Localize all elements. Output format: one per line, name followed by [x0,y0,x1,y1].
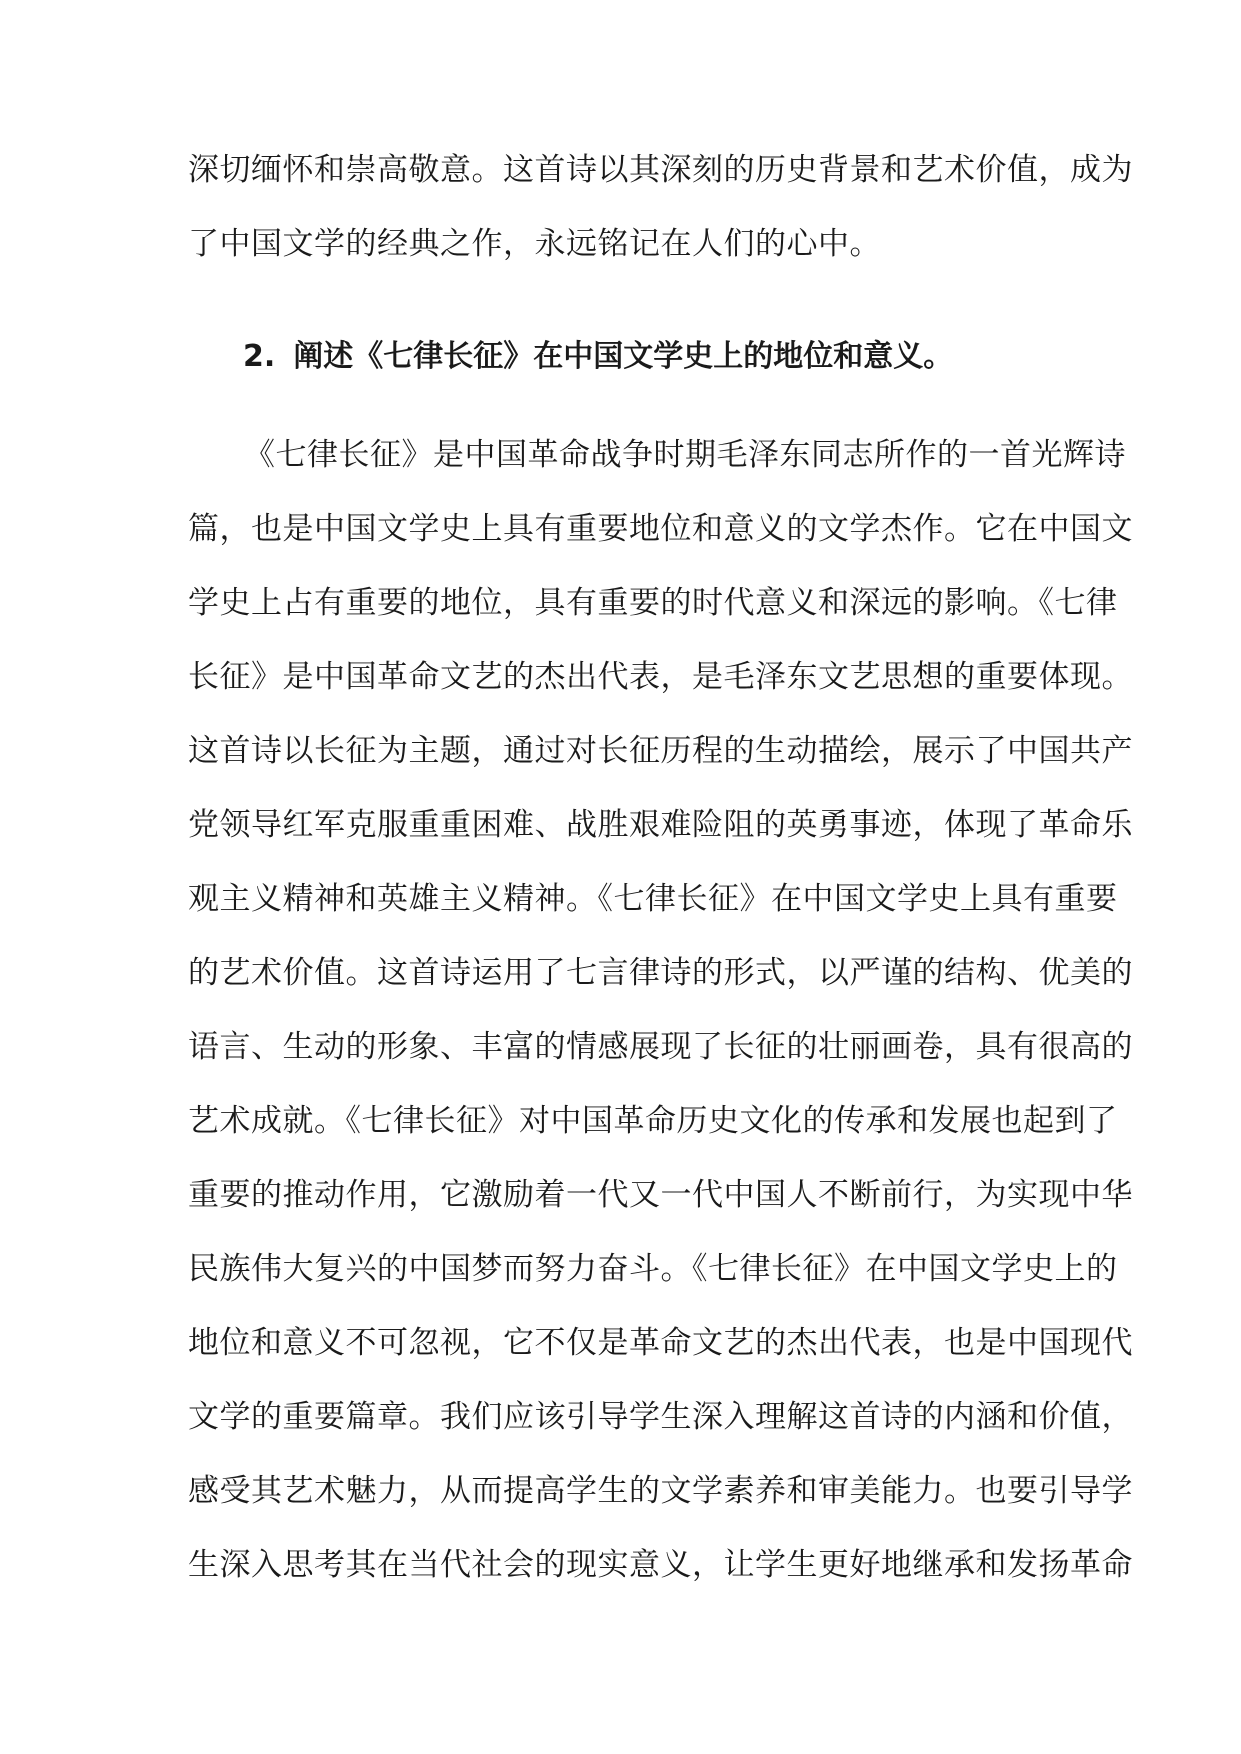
paragraph-line: 地位和意义不可忽视，它不仅是革命文艺的杰出代表，也是中国现代 [188,1325,1133,1361]
section-title: 阐述《七律长征》在中国文学史上的地位和意义。 [293,339,954,374]
paragraph-line: 民族伟大复兴的中国梦而努力奋斗。《七律长征》在中国文学史上的 [188,1251,1118,1287]
intro-paragraph [188,133,1133,281]
paragraph-line: 观主义精神和英雄主义精神。《七律长征》在中国文学史上具有重要 [188,881,1118,917]
paragraph-line: 深切缅怀和崇高敬意。这首诗以其深刻的历史背景和艺术价值，成为 [188,152,1133,188]
paragraph-line: 长征》是中国革命文艺的杰出代表，是毛泽东文艺思想的重要体现。 [188,659,1133,695]
paragraph-line: 《七律长征》是中国革命战争时期毛泽东同志所作的一首光辉诗 [244,437,1126,473]
paragraph-line: 篇，也是中国文学史上具有重要地位和意义的文学杰作。它在中国文 [188,511,1133,547]
section-number: 2. [243,339,276,374]
paragraph-line: 这首诗以长征为主题，通过对长征历程的生动描绘，展示了中国共产 [188,733,1133,769]
paragraph-line: 感受其艺术魅力，从而提高学生的文学素养和审美能力。也要引导学 [188,1473,1133,1509]
paragraph-line: 生深入思考其在当代社会的现实意义，让学生更好地继承和发扬革命 [188,1547,1133,1583]
paragraph-line: 党领导红军克服重重困难、战胜艰难险阻的英勇事迹，体现了革命乐 [188,807,1133,843]
section-heading [243,320,1058,394]
paragraph-line: 语言、生动的形象、丰富的情感展现了长征的壮丽画卷，具有很高的 [188,1029,1133,1065]
body-paragraph [188,418,1133,1602]
paragraph-line: 文学的重要篇章。我们应该引导学生深入理解这首诗的内涵和价值， [188,1399,1133,1435]
paragraph-line: 艺术成就。《七律长征》对中国革命历史文化的传承和发展也起到了 [188,1103,1118,1139]
paragraph-line: 了中国文学的经典之作，永远铭记在人们的心中。 [188,226,881,262]
paragraph-line: 学史上占有重要的地位，具有重要的时代意义和深远的影响。《七律 [188,585,1118,621]
paragraph-line: 的艺术价值。这首诗运用了七言律诗的形式，以严谨的结构、优美的 [188,955,1133,991]
paragraph-line: 重要的推动作用，它激励着一代又一代中国人不断前行，为实现中华 [188,1177,1133,1213]
